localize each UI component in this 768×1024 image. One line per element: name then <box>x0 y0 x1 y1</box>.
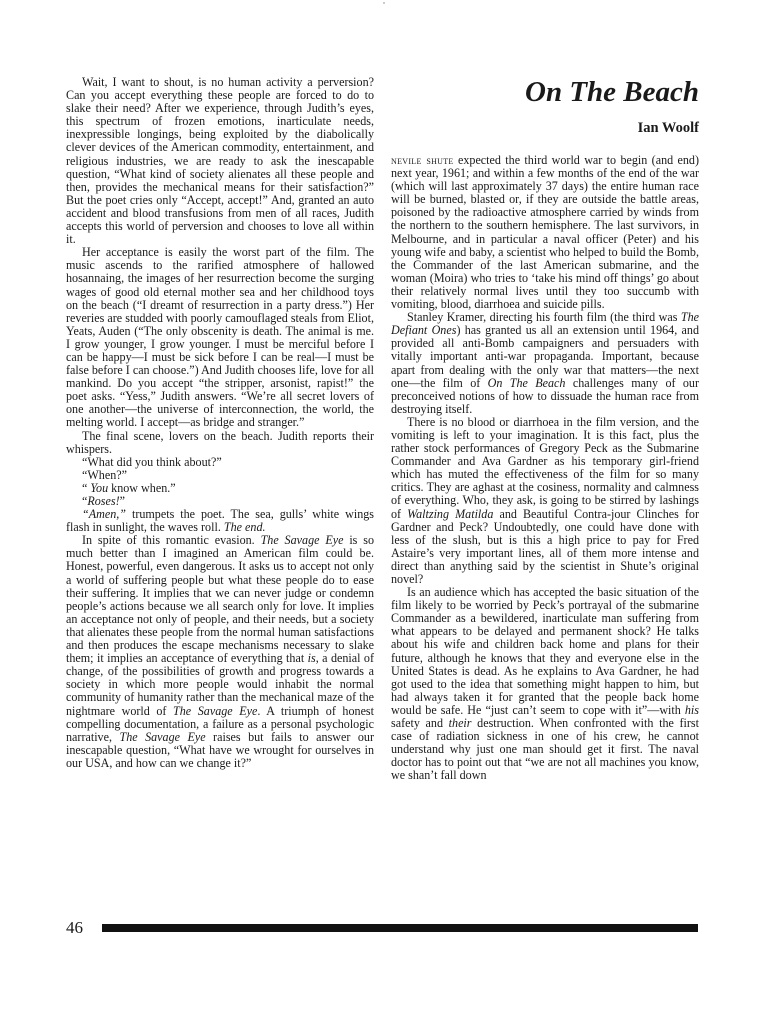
dialogue-line: “What did you think about?” <box>82 454 222 469</box>
scan-speck <box>383 2 385 4</box>
paragraph: nevile shute expected the third world war to begin (and end) next year, 1961; and within a few months of the end of the war (which will last approximately 37 days) the entire human race will be burned, blasted or, if they are outside the battle areas, poisoned by the radioactive atmosphere carried by winds from the northern to the southern hemisphere. The last survivors, in Melbourne, and in particular a naval officer (Peter) and his young wife and baby, a scientist who helped to build the Bomb, the Commander of the last American submarine, and the woman (Moira) who tries to ‘take his mind off things’ go about their relatively normal lives until they too succumb with vomiting, blood, diarrhoea and suicide pills. <box>391 153 700 312</box>
paragraph: Stanley Kramer, directing his fourth film (the third was The Defiant Ones) has granted us all an extension until 1964, and provided all anti-Bomb campaigners and persuaders with vitally important anti-war propaganda. Important, because apart from dealing with the only war that matters—the next one—the film of On The Beach challenges many of our preconceived notions of how to dissuade the human race from destroying itself. <box>391 310 700 416</box>
paragraph: In spite of this romantic evasion. The Savage Eye is so much better than I imagined an American film could be. Honest, powerful, even dangerous. It asks us to accept not only a world of suffering people but what these people do to ease their suffering. It implies that we can never judge or condemn people’s actions because we all search only for love. It implies an acceptance not only of people, and their needs, but a society that alienates these people from the normal human satisfactions and then produces the escape mechanisms necessary to slake them; it implies an acceptance of everything that is, a denial of change, of the possibilities of growth and progress towards a society in which more people would inhabit the normal community of humanity rather than the mechanical maze of the nightmare world of The Savage Eye. A triumph of honest compelling documentation, a failure as a personal psychologic narrative, The Savage Eye raises but fails to answer our inescapable question, “What have we wrought for ourselves in our USA, and how can we change it?” <box>66 533 375 770</box>
paragraph: “Amen,” trumpets the poet. The sea, gulls’ white wings flash in sunlight, the waves roll. The end. <box>66 507 374 535</box>
italic-text: Roses! <box>87 494 120 508</box>
left-column <box>66 76 374 770</box>
dialogue-line: “Roses!” <box>82 494 125 508</box>
italic-text: is <box>307 651 316 666</box>
paragraph: The final scene, lovers on the beach. Judith reports their whispers. <box>66 428 374 456</box>
film-title: The Savage Eye <box>119 729 206 744</box>
article-author: Ian Woolf <box>637 120 699 136</box>
page-number: 46 <box>66 918 83 937</box>
italic-text: “Amen,” <box>82 507 127 522</box>
film-title: The Defiant Ones <box>391 310 699 338</box>
dialogue-line: “When?” <box>82 467 127 482</box>
film-title: The Savage Eye <box>173 703 258 718</box>
paragraph: Is an audience which has accepted the basic situation of the film likely to be worried by Peck’s portrayal of the submarine Commander as a bewildered, inarticulate man suffering from what appears to be delayed and permanent shock? He talks about his wife and children back home and plans for their future, although he knows that they and everyone else in the United States is dead. As he explains to Ava Gardner, he had got used to the idea that something might happen to him, but had always taken it for granted that the people back home would be safe. He “just can’t seem to cope with it”—with his safety and their destruction. When confronted with the first case of radiation sickness in one of his crew, he cannot understand why just one man should get it first. The naval doctor has to point out that “we are not all machines you know, we shan’t fall down <box>391 585 699 783</box>
article-title: On The Beach <box>525 76 699 108</box>
paragraph: Wait, I want to shout, is no human activity a perversion? Can you accept everything these people are forced to do to slake their need? After we experience, through Judith’s eyes, this spectrum of frozen emotions, inarticulate needs, inexpressible longings, being exploited by the diabolically clever devices of the American commodity, entertainment, and religious industries, we are ready to ask the inescapable question, “What kind of society alienates all these people and then, provides the mechanical means for their satisfaction?” But the poet cries only “Accept, accept!” And, granted an auto accident and blood transfusions from men of all races, Judith accepts this world of perversion and chooses to love all within it. <box>66 75 374 247</box>
author-name-smallcaps: nevile shute <box>391 153 454 167</box>
article-body <box>391 154 699 783</box>
film-title: The Savage Eye <box>260 533 344 548</box>
paragraph: Her acceptance is easily the worst part of the film. The music ascends to the rarified atmosphere of hallowed hosannaing, the images of her resurrection become the surging wages of good old eternal mother sea and her childhood toys on the beach (“I dreamt of resurrection in a party dress.”) Her reveries are studded with poorly camouflaged steals from Eliot, Yeats, Auden (“The only obscenity is death. The animal is me. I grow younger, I grow younger. I must be merciful before I can be happy—I must be sick before I can be real—I must be false before I can choose.”) And Judith chooses life, love for all mankind. Do you accept “the stripper, arsonist, rapist!” the poet asks. “Yess,” Judith answers. “We’re all secret lovers of one another—the universe of interconnection, the world, the melting world. I accept—as bridge and stranger.” <box>66 245 374 430</box>
footer-rule <box>102 924 698 932</box>
song-title: Waltzing Matilda <box>407 506 494 521</box>
italic-text: You <box>90 480 109 495</box>
film-title: On The Beach <box>487 375 566 390</box>
italic-text: The end. <box>223 520 266 535</box>
paragraph: There is no blood or diarrhoea in the film version, and the vomiting is left to your imagination. It is this fact, plus the rather stock performances of Gregory Peck as the Submarine Commander and Ava Gardner as his temporary girl-friend which has muted the effectiveness of the film for so many critics. They are aghast at the cosiness, normality and calmness of everything. Who, they ask, is going to be stirred by lashings of Waltzing Matilda and Beautiful Contra-jour Clinches for Gardner and Peck? Undoubtedly, one could have done with less of the slush, but is this a high price to pay for Fred Astaire’s very important lines, all of them more intense and direct than anything said by the scientist in Shute’s original novel? <box>391 414 699 586</box>
italic-text: his <box>684 702 699 717</box>
page-footer <box>66 918 698 938</box>
dialogue-line: “ You know when.” <box>82 480 176 495</box>
italic-text: their <box>448 716 472 731</box>
